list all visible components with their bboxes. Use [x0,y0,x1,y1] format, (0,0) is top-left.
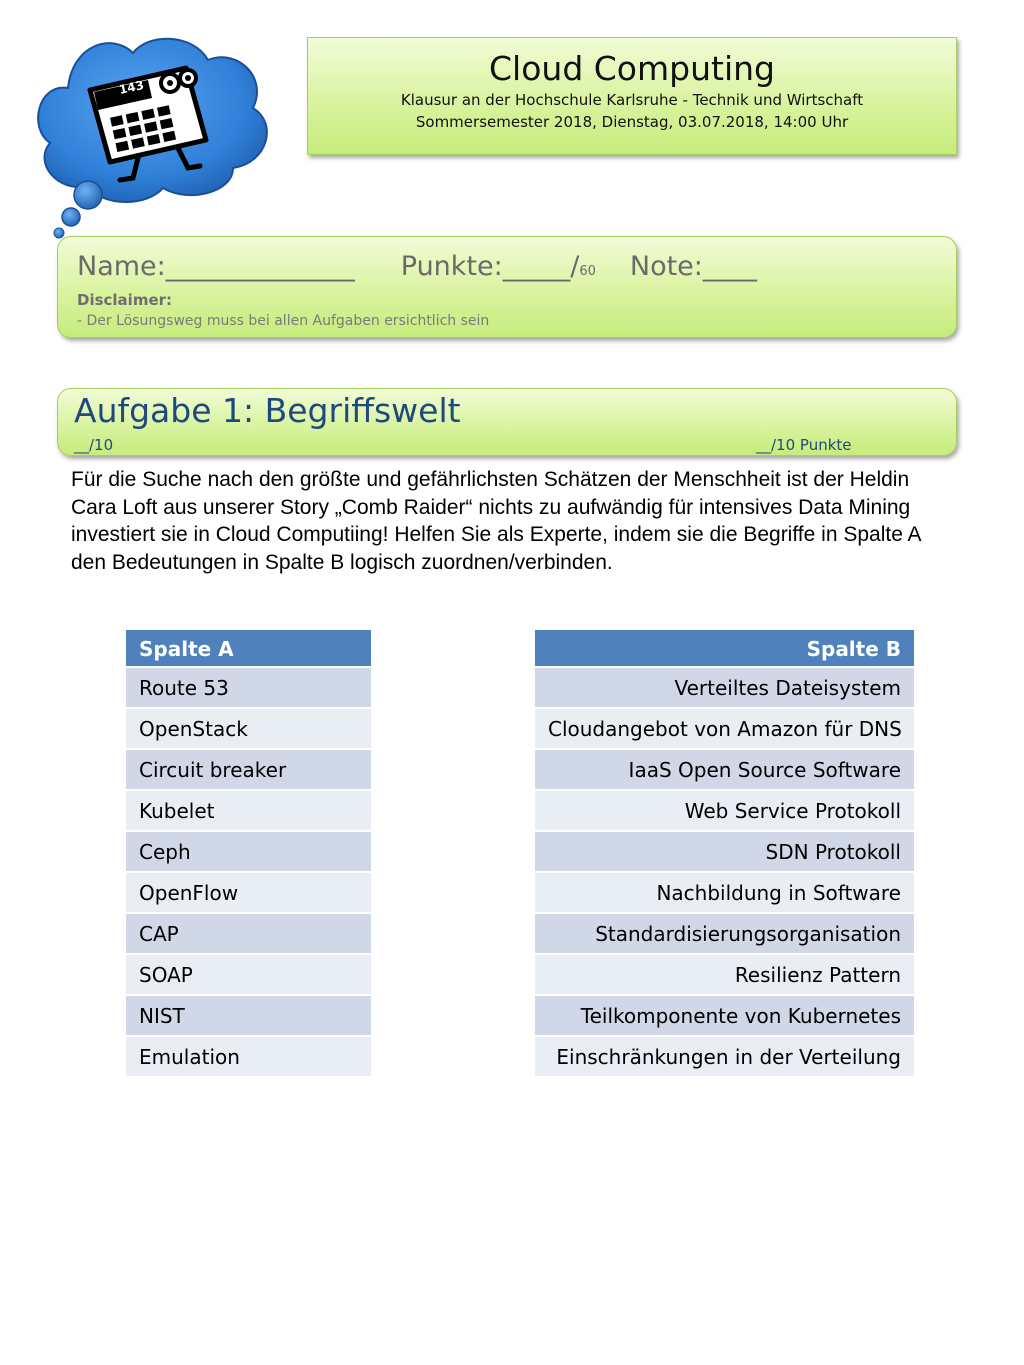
table-row[interactable]: Circuit breaker [126,750,371,791]
exam-header [307,37,957,155]
column-a-table [126,630,371,1078]
table-row[interactable]: Teilkomponente von Kubernetes [535,996,914,1037]
column-a-header: Spalte A [126,630,371,668]
task-title: Aufgabe 1: Begriffswelt [74,391,461,430]
student-info-box [57,236,957,338]
grade-field[interactable]: Note:____ [629,251,757,282]
exam-subtitle-institution: Klausur an der Hochschule Karlsruhe - Technik und Wirtschaft [400,91,864,109]
table-row[interactable]: IaaS Open Source Software [535,750,914,791]
table-row[interactable]: Nachbildung in Software [535,873,914,914]
table-row[interactable]: SDN Protokoll [535,832,914,873]
task-score-left: __/10 [74,436,114,454]
column-b-header: Spalte B [535,630,914,668]
table-row[interactable]: Emulation [126,1037,371,1078]
calendar-cloud-logo [28,28,278,243]
column-b-table [535,630,914,1078]
task-intro-text: Für die Suche nach den größte und gefährlichsten Schätzen der Menschheit ist der Heldin Cara Loft aus unserer Story „Comb Raider“ nichts zu aufwändig für intensives Data Mining investiert sie in Cloud Computiing! Helfen Sie als Experte, indem sie die Begriffe in Spalte A den Bedeutungen in Spalte B logisch zuordnen/verbinden. [71,468,921,574]
table-row[interactable]: Standardisierungsorganisation [535,914,914,955]
student-info-line [77,251,757,282]
task-header [57,388,957,456]
table-row[interactable]: NIST [126,996,371,1037]
table-row[interactable]: Resilienz Pattern [535,955,914,996]
table-row[interactable]: OpenStack [126,709,371,750]
table-row[interactable]: CAP [126,914,371,955]
table-row[interactable]: Einschränkungen in der Verteilung [535,1037,914,1078]
points-max: 60 [579,264,596,279]
calendar-number: 143 [117,78,146,97]
page-title: Cloud Computing [489,49,775,88]
exam-subtitle-date: Sommersemester 2018, Dienstag, 03.07.2018, 14:00 Uhr [415,113,849,131]
task-score-right: __/10 Punkte [756,436,852,454]
table-row[interactable]: Ceph [126,832,371,873]
table-row[interactable]: Kubelet [126,791,371,832]
table-row[interactable]: SOAP [126,955,371,996]
disclaimer-item: - Der Lösungsweg muss bei allen Aufgaben ersichtlich sein [77,313,490,329]
table-row[interactable]: Cloudangebot von Amazon für DNS [535,709,914,750]
table-row[interactable]: Web Service Protokoll [535,791,914,832]
table-row[interactable]: Verteiltes Dateisystem [535,668,914,709]
table-row[interactable]: Route 53 [126,668,371,709]
name-field[interactable]: Name:______________ [77,251,355,282]
points-field[interactable]: Punkte:_____/ [400,251,580,282]
disclaimer-label: Disclaimer: [77,291,173,309]
table-row[interactable]: OpenFlow [126,873,371,914]
